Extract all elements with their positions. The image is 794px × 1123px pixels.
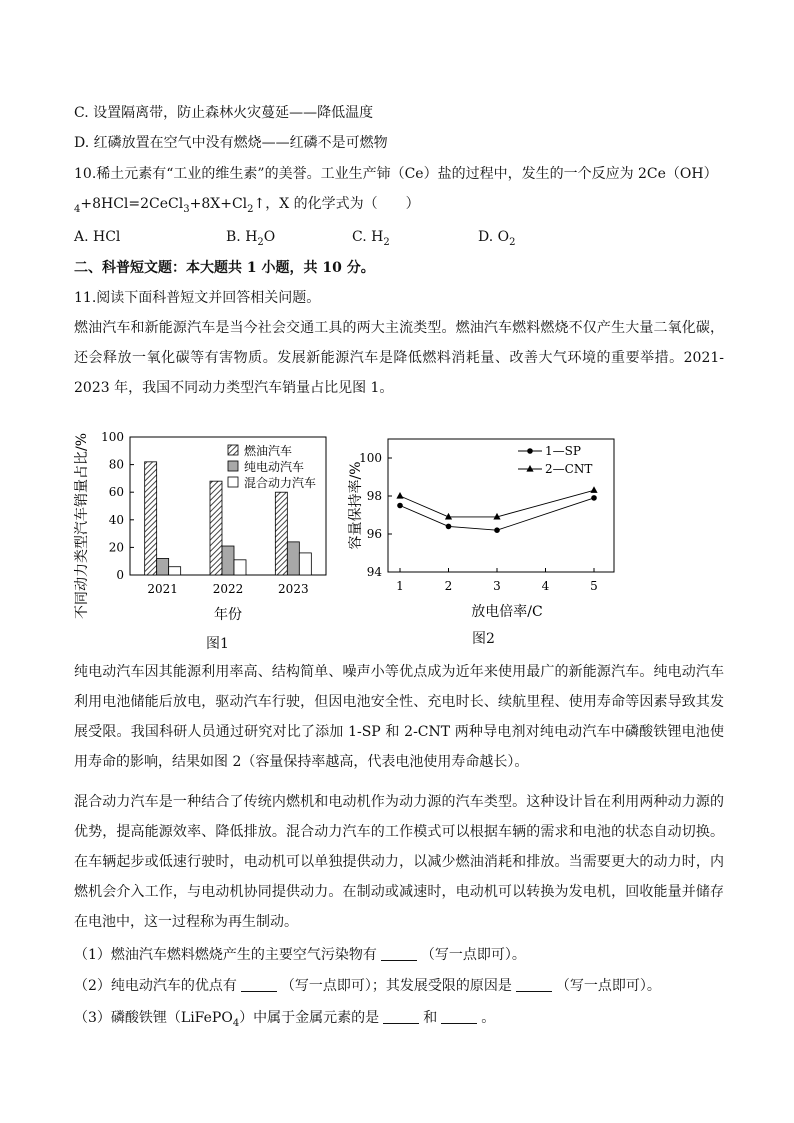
- question-text: （写一点即可）。: [555, 978, 661, 994]
- x-tick-label: 2023: [278, 582, 309, 596]
- question-text: 和: [423, 1010, 438, 1026]
- q11-intro: 11.阅读下面科普短文并回答相关问题。: [74, 290, 321, 306]
- data-point: [396, 492, 403, 499]
- x-tick-label: 2022: [212, 582, 244, 596]
- x-axis-label: 年份: [214, 607, 242, 623]
- data-point: [590, 486, 597, 493]
- answer-blank[interactable]: [383, 1009, 419, 1024]
- legend-marker: [527, 448, 533, 454]
- legend-marker: [526, 465, 533, 472]
- q11-paragraph-1: 燃油汽车和新能源汽车是当今社会交通工具的两大主流类型。燃油汽车燃料燃烧不仅产生大量二氧化碳，还会释放一氧化碳等有害物质。发展新能源汽车是降低燃料消耗量、改善大气环境的重要举措。2021-2023 年，我国不同动力类型汽车销量占比见图 1。: [74, 320, 724, 396]
- bar: [145, 462, 157, 575]
- y-tick-label: 0: [116, 568, 124, 582]
- subscript: 4: [74, 203, 81, 215]
- subscript: 3: [183, 203, 190, 215]
- bar: [234, 560, 246, 575]
- q11-sub-2: [74, 976, 661, 996]
- question-text: （1）燃油汽车燃料燃烧产生的主要空气污染物有: [74, 947, 377, 963]
- subscript: 2: [257, 236, 264, 248]
- y-tick-label: 20: [108, 540, 124, 555]
- y-tick-label: 100: [101, 430, 124, 444]
- q10-option-c: [352, 227, 390, 247]
- question-text: （写一点即可）；其发展受限的原因是: [280, 978, 512, 994]
- answer-blank[interactable]: [381, 946, 417, 961]
- option-text: B. H: [226, 229, 258, 245]
- legend-label: 2—CNT: [545, 462, 593, 476]
- data-point: [446, 524, 452, 530]
- option-text: C. H: [352, 229, 384, 245]
- subscript: 2: [383, 236, 390, 248]
- question-text: 。: [481, 1010, 496, 1026]
- question-text: （2）纯电动汽车的优点有: [74, 978, 237, 994]
- q11-sub-3: [74, 1008, 495, 1028]
- data-point: [494, 527, 500, 533]
- y-tick-label: 40: [108, 512, 124, 527]
- x-tick-label: 2021: [147, 582, 178, 596]
- bar: [275, 492, 287, 575]
- y-axis-label: 容量保持率/%: [348, 461, 364, 550]
- subscript: 2: [509, 236, 516, 248]
- answer-blank[interactable]: [441, 1009, 477, 1024]
- data-point: [397, 503, 403, 509]
- q10-option-d: [478, 227, 515, 247]
- x-axis-label: 放电倍率/C: [471, 604, 543, 620]
- x-tick-label: 4: [541, 579, 550, 593]
- q11-paragraph-2: 纯电动汽车因其能源利用率高、结构简单、噪声小等优点成为近年来使用最广的新能源汽车。纯电动汽车利用电池储能后放电，驱动汽车行驶，但因电池安全性、充电时长、续航里程、使用寿命等因素导致其发展受限。我国科研人员通过研究对比了添加 1-SP 和 2-CNT 两种导电剂对纯电动汽车中磷酸铁锂电池使用寿命的影响，结果如图 2（容量保持率越高，代表电池使用寿命越长）。: [74, 664, 724, 770]
- q10-option-b: [226, 227, 275, 247]
- x-tick-label: 2: [444, 579, 453, 593]
- y-tick-label: 100: [359, 451, 382, 465]
- legend-swatch: [228, 461, 238, 471]
- q9-option-c: C. 设置隔离带，防止森林火灾蔓延——降低温度: [74, 105, 374, 121]
- q11-paragraph-3: 混合动力汽车是一种结合了传统内燃机和电动机作为动力源的汽车类型。这种设计旨在利用两种动力源的优势，提高能源效率、降低排放。混合动力汽车的工作模式可以根据车辆的需求和电池的状态自动切换。在车辆起步或低速行驶时，电动机可以单独提供动力，以减少燃油消耗和排放。当需要更大的动力时，内燃机会介入工作，与电动机协同提供动力。在制动或减速时，电动机可以转换为发电机，回收能量并储存在电池中，这一过程称为再生制动。: [74, 794, 724, 930]
- y-tick-label: 60: [108, 485, 124, 500]
- equation-part: ↑，X 的化学式为（ ）: [253, 196, 420, 212]
- y-tick-label: 96: [366, 527, 382, 541]
- subscript: 2: [247, 203, 254, 215]
- bar: [157, 558, 169, 575]
- legend-swatch: [228, 477, 238, 487]
- y-tick-label: 94: [366, 565, 382, 579]
- bar: [287, 542, 299, 575]
- y-axis-label: 不同动力类型汽车销量占比/%: [74, 432, 90, 620]
- subscript: 4: [232, 1017, 240, 1029]
- answer-blank[interactable]: [241, 977, 277, 992]
- legend-label: 混合动力汽车: [244, 476, 317, 490]
- figure-1-bar-chart: [70, 425, 340, 640]
- question-text: （写一点即可）。: [420, 947, 526, 963]
- q10-option-a: A. HCl: [74, 229, 121, 245]
- bar: [299, 553, 311, 575]
- figure-2-caption: 图2: [472, 631, 495, 647]
- legend-label: 燃油汽车: [244, 444, 293, 458]
- answer-blank[interactable]: [516, 977, 552, 992]
- figure-2-line-chart: [348, 425, 618, 635]
- x-tick-label: 1: [396, 579, 404, 593]
- legend-swatch: [228, 445, 238, 455]
- q10-stem-line2: [74, 194, 420, 214]
- x-tick-label: 3: [493, 579, 501, 593]
- bar: [210, 481, 222, 575]
- y-tick-label: 80: [108, 457, 124, 472]
- equation-part: +8HCl=2CeCl: [80, 196, 184, 212]
- q11-sub-1: [74, 945, 526, 965]
- legend-label: 纯电动汽车: [244, 460, 305, 474]
- equation-part: +8X+Cl: [189, 196, 248, 212]
- bar: [169, 567, 181, 575]
- q9-option-d: D. 红磷放置在空气中没有燃烧——红磷不是可燃物: [74, 135, 388, 151]
- y-tick-label: 98: [366, 489, 382, 503]
- section-title: 二、科普短文题：本大题共 1 小题，共 10 分。: [74, 260, 375, 276]
- q10-stem-line1: 10.稀土元素有“工业的维生素”的美誉。工业生产铈（Ce）盐的过程中，发生的一个反应为 2Ce（OH）: [74, 166, 718, 182]
- option-text: D. O: [478, 229, 510, 245]
- question-text: ）中属于金属元素的是: [239, 1010, 380, 1026]
- option-text: O: [263, 229, 276, 245]
- figure-1-caption: 图1: [206, 636, 229, 652]
- bar: [222, 546, 234, 575]
- x-tick-label: 5: [590, 579, 598, 593]
- data-point: [591, 495, 597, 501]
- legend-label: 1—SP: [545, 444, 581, 458]
- question-text: （3）磷酸铁锂（LiFePO: [74, 1010, 233, 1026]
